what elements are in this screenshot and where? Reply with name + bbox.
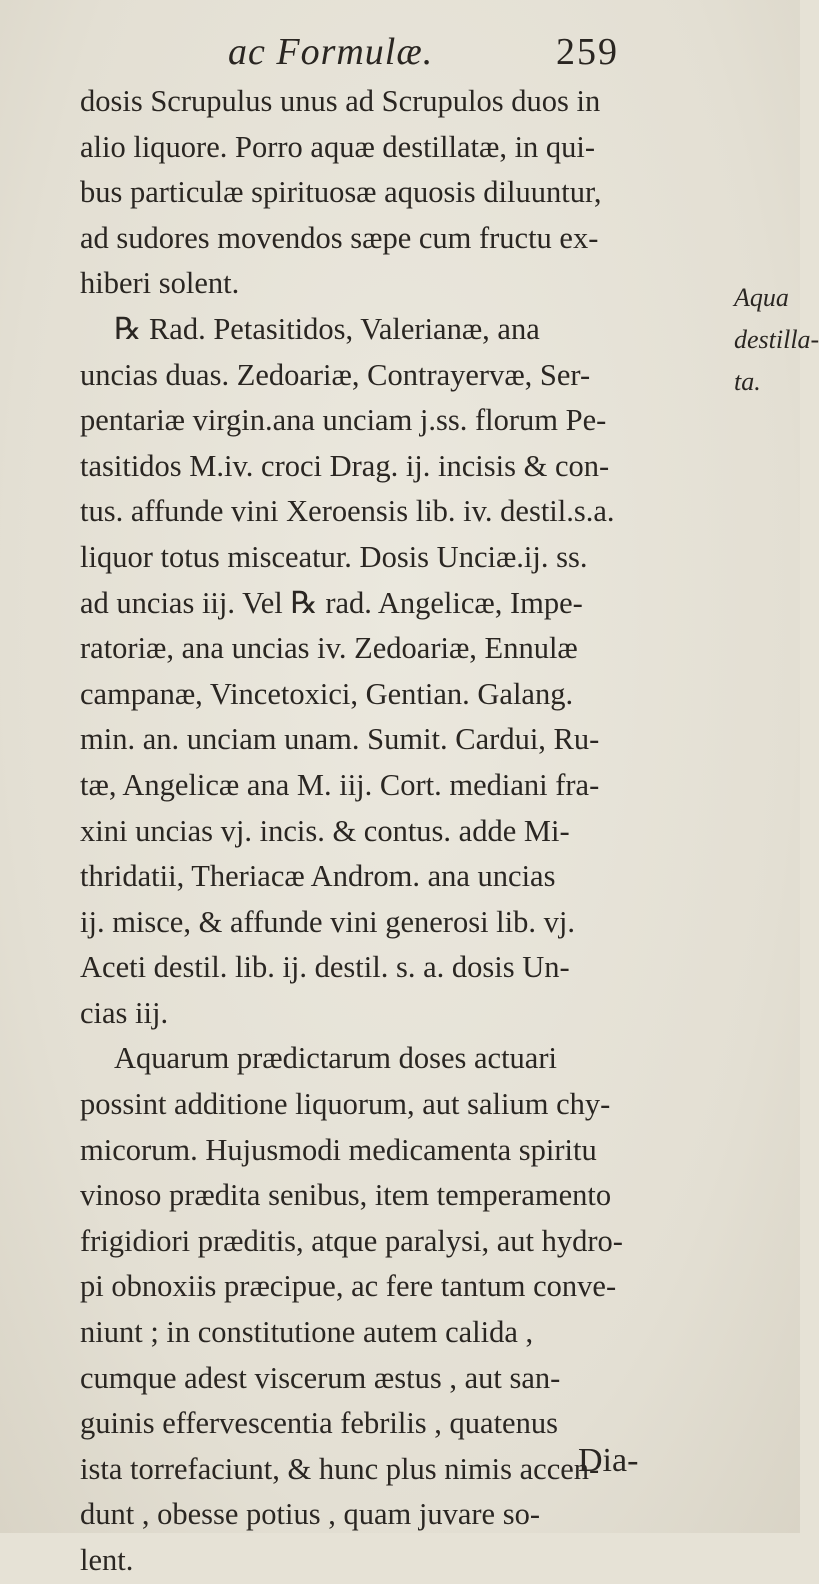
text-line: tæ, Angelicæ ana M. iij. Cort. mediani fra- — [80, 767, 600, 802]
text-line: hiberi solent. — [80, 266, 240, 301]
catchword: Dia- — [578, 1442, 639, 1479]
text-line: frigidiori præditis, atque paralysi, aut hydro- — [80, 1223, 623, 1258]
text-line: cumque adest viscerum æstus , aut san- — [80, 1360, 561, 1395]
margin-note — [734, 277, 819, 403]
text-line: vinoso prædita senibus, item temperamento — [80, 1178, 612, 1213]
text-line: Aquarum prædictarum doses actuari — [114, 1041, 557, 1076]
text-line: xini uncias vj. incis. & contus. adde Mi- — [80, 813, 570, 848]
margin-note-line: Aqua — [734, 283, 789, 312]
text-line: ad uncias iij. Vel ℞ rad. Angelicæ, Impe- — [80, 585, 583, 620]
text-line: dosis Scrupulus unus ad Scrupulos duos in — [80, 84, 601, 118]
text-line: min. an. unciam unam. Sumit. Cardui, Ru- — [80, 722, 600, 757]
text-line: ad sudores movendos sæpe cum fructu ex- — [80, 220, 599, 255]
text-line: guinis effervescentia febrilis , quatenus — [80, 1406, 558, 1441]
text-line: ista torrefaciunt, & hunc plus nimis accen- — [80, 1451, 600, 1486]
text-line: pentariæ virgin.ana unciam j.ss. florum Pe- — [80, 403, 607, 438]
text-line: ratoriæ, ana uncias iv. Zedoariæ, Ennulæ — [80, 631, 578, 666]
text-line: dunt , obesse potius , quam juvare so- — [80, 1497, 540, 1532]
text-line: Aceti destil. lib. ij. destil. s. a. dosis Un- — [80, 950, 570, 985]
margin-note-line: ta. — [734, 367, 761, 396]
text-line: thridatii, Theriacæ Androm. ana uncias — [80, 859, 556, 894]
text-line: campanæ, Vincetoxici, Gentian. Galang. — [80, 676, 574, 711]
running-title: ac Formulæ. — [228, 31, 434, 73]
page-header — [0, 30, 800, 80]
margin-note-line: destilla- — [734, 325, 819, 354]
text-line: uncias duas. Zedoariæ, Contrayervæ, Ser- — [80, 357, 591, 392]
text-line: micorum. Hujusmodi medicamenta spiritu — [80, 1132, 597, 1167]
text-line: alio liquore. Porro aquæ destillatæ, in qui- — [80, 129, 596, 164]
text-line: tasitidos M.iv. croci Drag. ij. incisis & con- — [80, 448, 610, 483]
text-line: cias iij. — [80, 995, 169, 1030]
page-number: 259 — [556, 31, 619, 73]
text-line: pi obnoxiis præcipue, ac fere tantum conve- — [80, 1269, 617, 1304]
text-line: liquor totus misceatur. Dosis Unciæ.ij. ss. — [80, 539, 588, 574]
text-line: lent. — [80, 1543, 134, 1577]
main-text — [80, 79, 728, 1584]
text-line: niunt ; in constitutione autem calida , — [80, 1315, 534, 1350]
text-line: bus particulæ spirituosæ aquosis diluuntur, — [80, 175, 602, 210]
text-line: tus. affunde vini Xeroensis lib. iv. destil.s.a. — [80, 494, 615, 529]
text-line: ij. misce, & affunde vini generosi lib. vj. — [80, 904, 575, 939]
text-line: possint additione liquorum, aut salium chy- — [80, 1087, 611, 1122]
text-line: ℞ Rad. Petasitidos, Valerianæ, ana — [114, 311, 540, 346]
